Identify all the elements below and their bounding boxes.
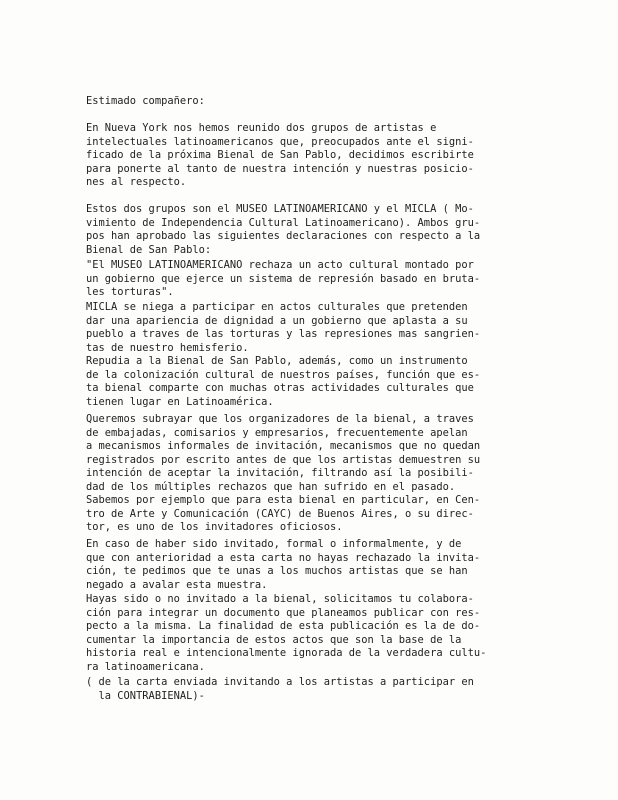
paragraph-line: registrados por escrito antes de que los artistas demuestren su [86, 453, 481, 466]
paragraph-line: ción, te pedimos que te unas a los muchos artistas que se han [86, 565, 468, 577]
paragraph-line: tor, es uno de los invitadores oficiosos. [86, 521, 343, 533]
paragraph-line: de embajadas, comisarios y empresarios, frecuentemente apelan [86, 426, 468, 439]
salutation [86, 95, 556, 109]
paragraph-line: a mecanismos informales de invitación, mecanismos que no quedan [86, 440, 481, 452]
paragraph-4 [86, 301, 556, 409]
paragraph-line: MICLA se niega a participar en actos culturales que pretenden [86, 301, 468, 313]
paragraph-line: En caso de haber sido invitado, formal o informalmente, y de [86, 538, 462, 550]
paragraph-6 [86, 538, 556, 592]
paragraph-line: Repudia a la Bienal de San Pablo, además, como un instrumento [86, 355, 468, 367]
salutation-text: Estimado compañero: [86, 95, 205, 107]
paragraph-line: tas de nuestro hemisferio. [86, 341, 249, 354]
paragraph-line: pos han aprobado las siguientes declaraciones con respecto a la [86, 230, 481, 242]
note-line: ( de la carta enviada invitando a los artistas a participar en [86, 676, 474, 688]
paragraph-line: intención de aceptar la invitación, filtrando así la posibili- [86, 467, 474, 479]
paragraph-line: tienen lugar en Latinoamérica. [86, 395, 274, 408]
paragraph-line: negado a avalar esta muestra. [86, 578, 268, 591]
paragraph-line: pecto a la misma. La finalidad de esta publicación es la de do- [86, 620, 481, 632]
paragraph-line: dar una apariencia de dignidad a un gobierno que aplasta a su [86, 314, 468, 327]
paragraph-7 [86, 593, 556, 674]
paragraph-line: Queremos subrayar que los organizadores de la bienal, a traves [86, 413, 474, 425]
paragraph-line: "El MUSEO LATINOAMERICANO rechaza un acto cultural montado por [86, 259, 474, 271]
paragraph-line: ra latinoamericana. [86, 660, 205, 673]
paragraph-3 [86, 259, 556, 300]
paragraph-line: un gobierno que ejerce un sistema de represión basado en bruta- [86, 272, 481, 285]
paragraph-line: intelectuales latinoamericanos que, preocupados ante el signi- [86, 135, 474, 148]
paragraph-line: ficado de la próxima Bienal de San Pablo, decidimos escribirte [86, 149, 474, 161]
paragraph-5 [86, 413, 556, 535]
paragraph-line: ta bienal comparte con muchas otras actividades culturales que [86, 382, 474, 394]
paragraph-line: vimiento de Independencia Cultural Latinoamericano). Ambos gru- [86, 216, 481, 229]
note-line: la CONTRABIENAL)- [86, 689, 205, 702]
paragraph-line: En Nueva York nos hemos reunido dos grupos de artistas e [86, 122, 437, 134]
paragraph-line: pueblo a traves de las torturas y las represiones mas sangrien- [86, 328, 481, 340]
paragraph-2 [86, 203, 556, 257]
paragraph-line: nes al respecto. [86, 176, 187, 188]
paragraph-line: les torturas". [86, 286, 174, 298]
paragraph-line: ción para integrar un documento que planeamos publicar con res- [86, 606, 481, 619]
paragraph-line: dad de los múltiples rechazos que han sufrido en el pasado. [86, 480, 456, 493]
paragraph-line: Sabemos por ejemplo que para esta bienal en particular, en Cen- [86, 494, 481, 506]
paragraph-line: tro de Arte y Comunicación (CAYC) de Buenos Aires, o su direc- [86, 507, 474, 520]
closing-note [86, 676, 556, 703]
paragraph-line: Estos dos grupos son el MUSEO LATINOAMERICANO y el MICLA ( Mo- [86, 203, 474, 215]
paragraph-line: de la colonización cultural de nuestros países, función que es- [86, 368, 481, 381]
paragraph-line: Hayas sido o no invitado a la bienal, solicitamos tu colabora- [86, 593, 474, 605]
paragraph-line: que con anterioridad a esta carta no hayas rechazado la invita- [86, 551, 481, 564]
paragraph-line: cumentar la importancia de estos actos que son la base de la [86, 633, 462, 646]
paragraph-line: Bienal de San Pablo: [86, 243, 212, 256]
paragraph-1 [86, 122, 556, 190]
paragraph-line: historia real e intencionalmente ignorada de la verdadera cultu- [86, 647, 487, 659]
paragraph-line: para ponerte al tanto de nuestra intención y nuestras posicio- [86, 162, 474, 175]
